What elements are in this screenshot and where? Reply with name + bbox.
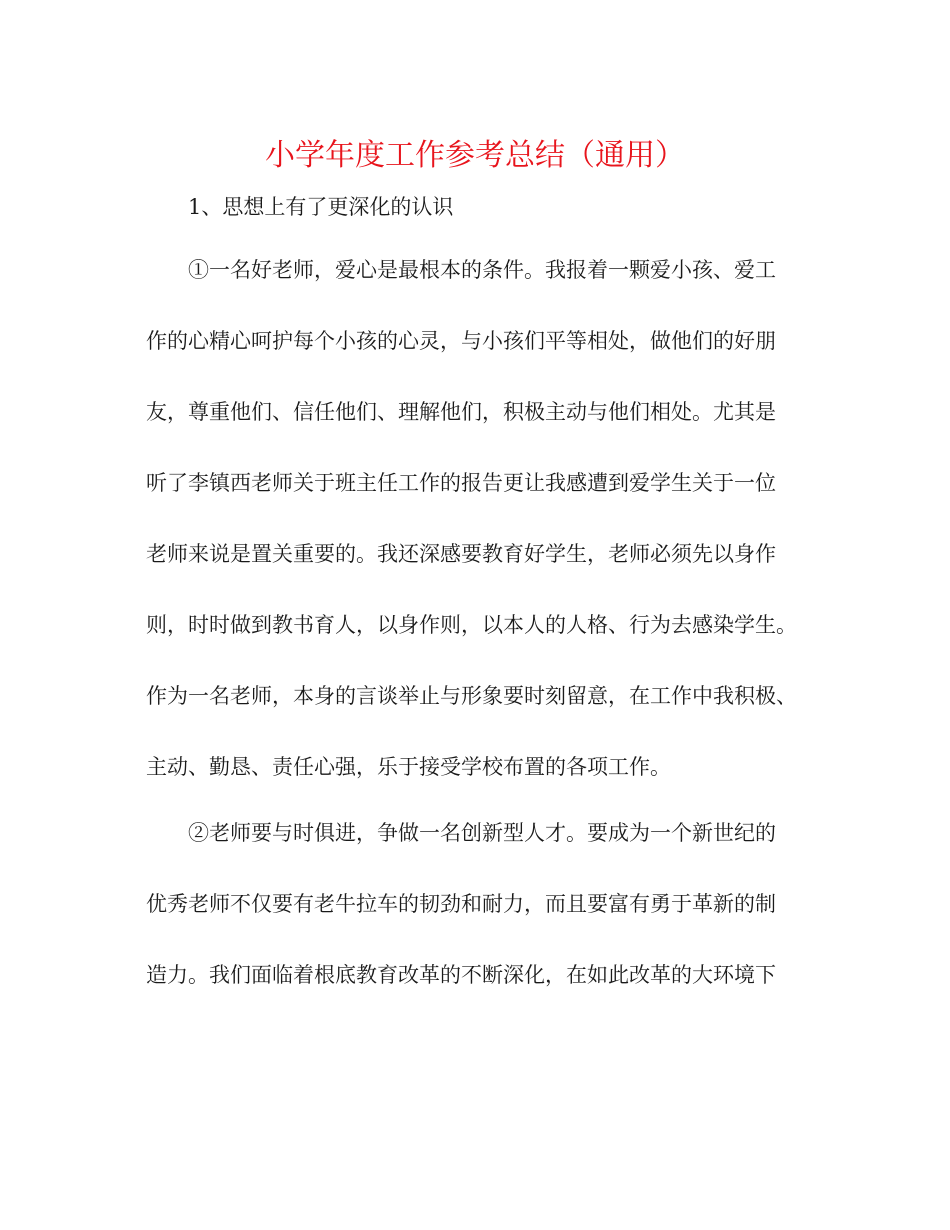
- document-title: 小学年度工作参考总结（通用）: [265, 138, 685, 173]
- body-line: 老师来说是置关重要的。我还深感要教育好学生，老师必须先以身作: [146, 542, 776, 566]
- section-heading: 1、思想上有了更深化的认识: [188, 195, 454, 219]
- body-line: 优秀老师不仅要有老牛拉车的韧劲和耐力，而且要富有勇于革新的制: [146, 892, 776, 916]
- body-line: ②老师要与时俱进，争做一名创新型人才。要成为一个新世纪的: [188, 821, 776, 845]
- body-line: 造力。我们面临着根底教育改革的不断深化，在如此改革的大环境下: [146, 963, 776, 987]
- body-line: 作的心精心呵护每个小孩的心灵，与小孩们平等相处，做他们的好朋: [146, 329, 776, 353]
- body-line: 主动、勤恳、责任心强，乐于接受学校布置的各项工作。: [146, 755, 671, 779]
- body-line: ①一名好老师，爱心是最根本的条件。我报着一颗爱小孩、爱工: [188, 258, 776, 282]
- body-line: 则，时时做到教书育人，以身作则，以本人的人格、行为去感染学生。: [146, 613, 797, 637]
- body-line: 听了李镇西老师关于班主任工作的报告更让我感遭到爱学生关于一位: [146, 471, 776, 495]
- body-line: 友，尊重他们、信任他们、理解他们，积极主动与他们相处。尤其是: [146, 400, 776, 424]
- body-line: 作为一名老师，本身的言谈举止与形象要时刻留意，在工作中我积极、: [146, 684, 797, 708]
